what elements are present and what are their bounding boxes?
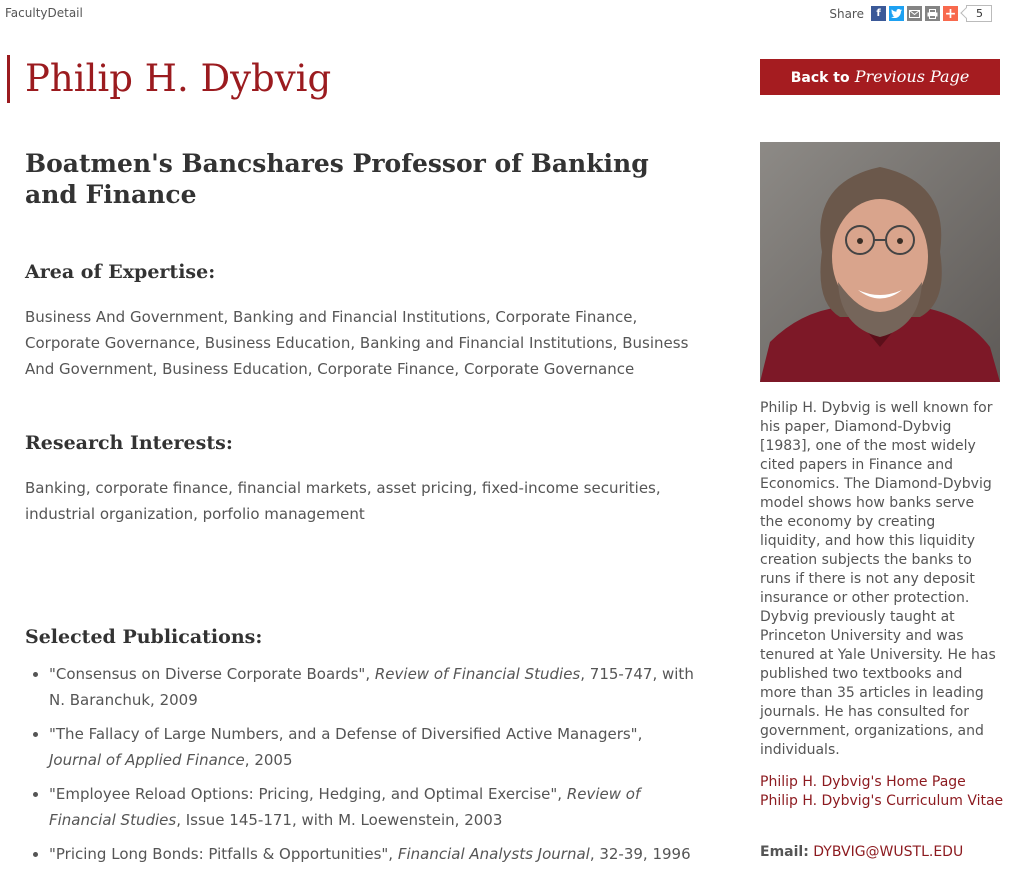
- publication-item: [49, 841, 695, 867]
- publication-title: "Employee Reload Options: Pricing, Hedging, and Optimal Exercise",: [49, 785, 563, 803]
- publication-title: "The Fallacy of Large Numbers, and a Defense of Diversified Active Managers",: [49, 725, 643, 743]
- share-label: Share: [829, 6, 864, 21]
- publication-item: [49, 721, 695, 773]
- main-content: [25, 148, 695, 875]
- publication-item: [49, 661, 695, 713]
- publication-journal: Review of Financial Studies: [374, 665, 581, 683]
- publication-item: [49, 781, 695, 833]
- share-count: 5: [966, 5, 992, 22]
- publications-list: [25, 661, 695, 867]
- faculty-title: Boatmen's Bancshares Professor of Banking and Finance: [25, 149, 649, 209]
- plus-icon[interactable]: +: [944, 5, 957, 22]
- share-bar: [829, 5, 992, 22]
- publication-details: , 32-39, 1996: [589, 845, 691, 863]
- publication-title: "Consensus on Diverse Corporate Boards",: [49, 665, 371, 683]
- publication-journal: Review of Financial Studies: [49, 785, 641, 829]
- research-text: Banking, corporate finance, financial markets, asset pricing, fixed-income securities, industrial organization, porfolio management: [25, 479, 661, 523]
- faculty-photo: [760, 142, 1000, 382]
- email-link[interactable]: DYBVIG@WUSTL.EDU: [813, 844, 964, 860]
- expertise-heading: Area of Expertise:: [25, 261, 216, 283]
- name-header: [7, 55, 331, 103]
- print-icon[interactable]: [925, 6, 940, 21]
- curriculum-vitae-link[interactable]: Philip H. Dybvig's Curriculum Vitae: [760, 793, 1004, 809]
- research-heading: Research Interests:: [25, 432, 233, 454]
- breadcrumb: FacultyDetail: [5, 6, 83, 20]
- back-button-label: Previous Page: [854, 67, 970, 86]
- back-button[interactable]: [760, 59, 1000, 95]
- facebook-icon[interactable]: f: [871, 6, 886, 21]
- publication-details: , 715-747, with N. Baranchuk, 2009: [49, 665, 694, 709]
- publication-details: , Issue 145-171, with M. Loewenstein, 2003: [176, 811, 503, 829]
- publication-details: , 2005: [244, 751, 293, 769]
- publication-journal: Journal of Applied Finance: [49, 751, 245, 769]
- home-page-link[interactable]: Philip H. Dybvig's Home Page: [760, 774, 966, 790]
- twitter-icon[interactable]: [889, 6, 904, 21]
- publication-journal: Financial Analysts Journal: [397, 845, 590, 863]
- publications-heading: Selected Publications:: [25, 626, 263, 648]
- email-row: [760, 843, 963, 862]
- expertise-text: Business And Government, Banking and Financial Institutions, Corporate Finance, Corporate Governance, Business Education, Banking and Financial Institutions, Business And Government, Business Education, Corporate Finance, Corporate Governance: [25, 308, 689, 378]
- email-icon[interactable]: [907, 6, 922, 21]
- faculty-name: Philip H. Dybvig: [25, 57, 332, 100]
- bio-text: Philip H. Dybvig is well known for his paper, Diamond-Dybvig [1983], one of the most widely cited papers in Finance and Economics. The Diamond-Dybvig model shows how banks serve the economy by creating liquidity, and how this liquidity creation subjects the banks to runs if there is not any deposit insurance or other protection. Dybvig previously taught at Princeton University and was tenured at Yale University. He has published two textbooks and more than 35 articles in leading journals. He has consulted for government, organizations, and individuals.: [760, 400, 996, 758]
- back-button-prefix: Back to: [790, 70, 850, 86]
- profile-links: [760, 773, 1004, 811]
- email-label: Email:: [760, 844, 809, 860]
- publication-title: "Pricing Long Bonds: Pitfalls & Opportunities",: [49, 845, 394, 863]
